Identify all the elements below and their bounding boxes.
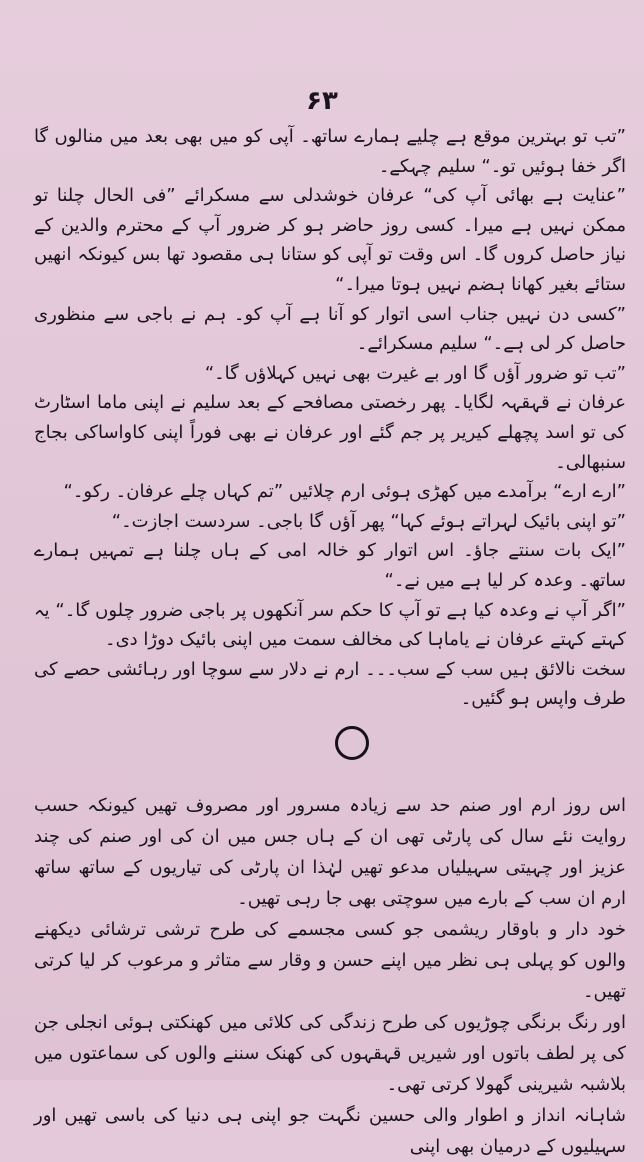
paragraph: ”تو اپنی بائیک لہراتے ہوئے کہا“ پھر آؤں گا باجی۔ سردست اجازت۔“ bbox=[111, 510, 626, 532]
paragraph: سخت نالائق ہیں سب کے سب۔۔۔ ارم نے دلار سے سوچا اور رہائشی حصے کی طرف واپس ہو گئیں۔ bbox=[34, 658, 626, 710]
text-section-top bbox=[34, 122, 626, 714]
paragraph: خود دار و باوقار ریشمی جو کسی مجسمے کی طرح ترشی ترشائی دیکھنے والوں کو پہلی ہی نظر میں اپنے حسن و وقار سے متاثر و مرعوب کر لیا کرتی تھیں۔ bbox=[34, 919, 626, 1002]
paragraph: ”ارے ارے“ برآمدے میں کھڑی ہوئی ارم چلائیں ”تم کہاں چلے عرفان۔ رکو۔“ bbox=[63, 481, 626, 503]
paragraph: ”تب تو ضرور آؤں گا اور بے غیرت بھی نہیں کہلاؤں گا۔“ bbox=[204, 362, 626, 384]
paragraph: ”عنایت ہے بھائی آپ کی“ عرفان خوشدلی سے مسکرائے ”فی الحال چلنا تو ممکن نہیں ہے میرا۔ کسی روز حاضر ہو کر ضرور آپ کے محترم والدین کے نیاز حاصل کروں گا۔ اس وقت تو آپی کو ستانا ہی مقصود تھا بس کیونکہ انھیں ستائے بغیر کھانا ہضم نہیں ہوتا میرا۔“ bbox=[34, 185, 626, 295]
text-section-bottom bbox=[34, 790, 626, 1162]
paragraph: ”اگر آپ نے وعدہ کیا ہے تو آپ کا حکم سر آنکھوں پر باجی ضرور چلوں گا۔“ یہ کہتے کہتے عرفان نے یاماہا کی مخالف سمت میں اپنی بائیک دوڑا دی۔ bbox=[34, 599, 626, 651]
paragraph: اور رنگ برنگی چوڑیوں کی طرح زندگی کی کلائی میں کھنکتی ہوئی انجلی جن کی پر لطف باتوں اور شیریں قہقہوں کی کھنک سننے والوں کی سماعتوں میں بلاشبہ شیرینی گھولا کرتی تھی۔ bbox=[34, 1012, 626, 1095]
paragraph: ”ایک بات سنتے جاؤ۔ اس اتوار کو خالہ امی کے ہاں چلنا ہے تمہیں ہمارے ساتھ۔ وعدہ کر لیا ہے میں نے۔“ bbox=[34, 540, 626, 591]
paragraph: عرفان نے قہقہہ لگایا۔ پھر رخصتی مصافحے کے بعد سلیم نے اپنی ماما اسٹارٹ کی تو اسد پچھلے کیریر پر جم گئے اور عرفان نے بھی فوراً اپنی کاواساکی بجاج سنبھالی۔ bbox=[34, 392, 626, 473]
page-number: ۶۳ bbox=[306, 86, 338, 116]
paragraph: شاہانہ انداز و اطوار والی حسین نگہت جو اپنی ہی دنیا کی باسی تھیں اور سہیلیوں کے درمیان بھی اپنی bbox=[34, 1105, 626, 1157]
paragraph: ”تب تو بہترین موقع ہے چلیے ہمارے ساتھ۔ آپی کو میں بھی بعد میں منالوں گا اگر خفا ہوئیں تو۔“ سلیم چہکے۔ bbox=[34, 126, 626, 177]
paragraph: ”کسی دن نہیں جناب اسی اتوار کو آنا ہے آپ کو۔ ہم نے باجی سے منظوری حاصل کر لی ہے۔“ سلیم مسکرائے۔ bbox=[34, 303, 626, 355]
paragraph: اس روز ارم اور صنم حد سے زیادہ مسرور اور مصروف تھیں کیونکہ حسب روایت نئے سال کی پارٹی تھی ان کے ہاں جس میں ان کی اور صنم کی چند عزیز اور چہیتی سہیلیاں مدعو تھیں لہٰذا ان پارٹی کی تیاریوں کے ساتھ ساتھ ارم ان سب کے بارے میں سوچتی بھی جا رہی تھیں۔ bbox=[34, 795, 626, 909]
section-break-circle bbox=[335, 726, 369, 760]
